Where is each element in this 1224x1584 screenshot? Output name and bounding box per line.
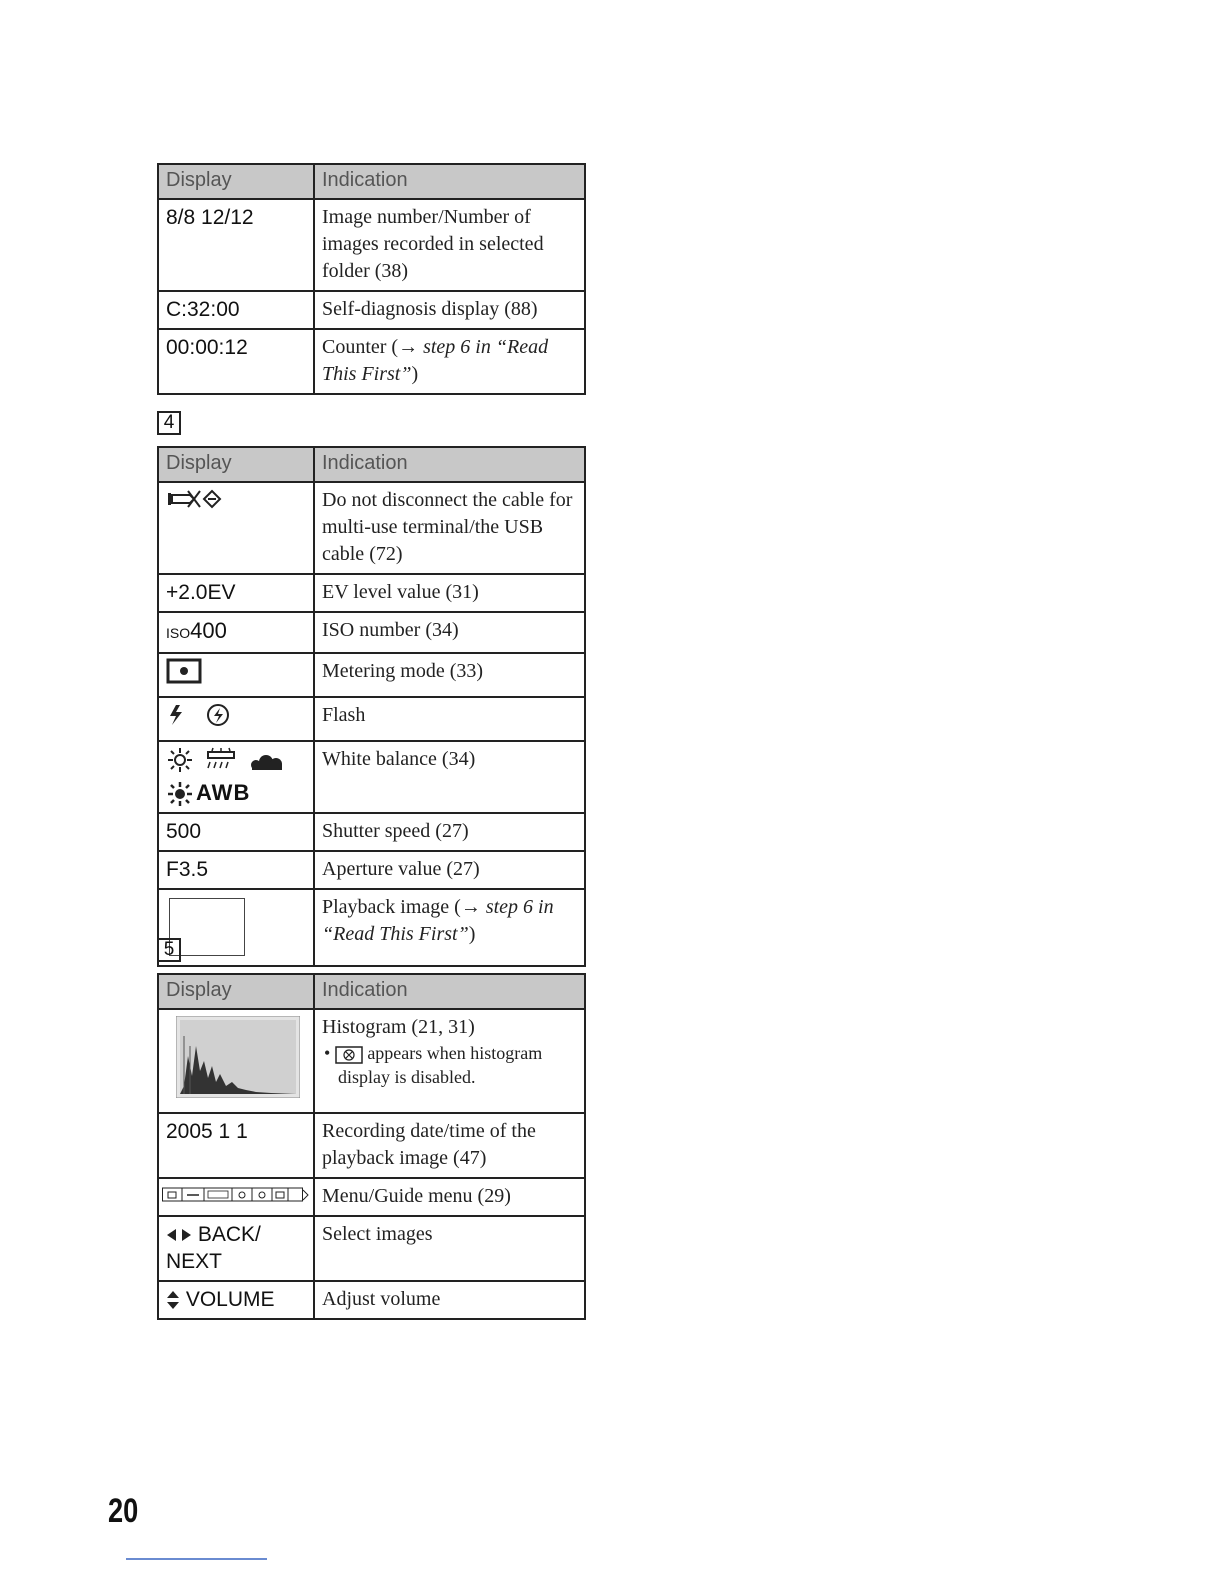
table-row	[158, 1178, 585, 1216]
white-balance-icons	[166, 746, 296, 776]
histogram-note: • appears when histogram display is disabled.	[324, 1043, 543, 1087]
display-cell: 00:00:12	[158, 329, 314, 394]
indication-cell: Do not disconnect the cable for multi-use terminal/the USB cable (72)	[314, 482, 585, 574]
table-row	[158, 199, 585, 291]
table-row	[158, 889, 585, 966]
indication-cell: Aperture value (27)	[314, 851, 585, 889]
table-row	[158, 653, 585, 697]
menu-guide-strip	[162, 1187, 310, 1203]
indication-cell: Recording date/time of the playback image (47)	[314, 1113, 585, 1178]
table-row	[158, 1281, 585, 1319]
table-row	[158, 329, 585, 394]
table-row	[158, 1113, 585, 1178]
indication-cell: Adjust volume	[314, 1281, 585, 1319]
table-row	[158, 612, 585, 653]
section-number-4: 4	[157, 411, 181, 435]
display-table-section-5	[157, 973, 586, 1320]
indication-cell: ISO number (34)	[314, 612, 585, 653]
indication-cell: White balance (34)	[314, 741, 585, 813]
indication-cell: Counter (→ step 6 in “Read This First”)	[314, 329, 585, 394]
display-table-top	[157, 163, 586, 395]
table-row	[158, 574, 585, 612]
page-number: 20	[108, 1492, 139, 1530]
table-row	[158, 813, 585, 851]
histogram-disabled-icon	[335, 1046, 363, 1064]
display-cell: 8/8 12/12	[158, 199, 314, 291]
indication-cell: Histogram (21, 31)	[322, 1016, 475, 1038]
sunny-icon	[166, 781, 196, 807]
indication-cell: EV level value (31)	[314, 574, 585, 612]
histogram-thumbnail	[176, 1016, 300, 1098]
header-display: Display	[158, 447, 314, 482]
display-cell: +2.0EV	[158, 574, 314, 612]
header-indication: Indication	[314, 164, 585, 199]
indication-cell: Flash	[314, 697, 585, 741]
table-row	[158, 851, 585, 889]
indication-cell: Playback image (→ step 6 in “Read This First”)	[314, 889, 585, 966]
table-row	[158, 1009, 585, 1113]
header-display: Display	[158, 164, 314, 199]
spot-metering-icon	[166, 658, 202, 684]
section-number-5: 5	[157, 938, 181, 962]
flash-icon	[166, 702, 236, 728]
iso-display: ISO400	[166, 618, 227, 643]
awb-label: AWB	[196, 780, 251, 805]
back-next-label: BACK/ NEXT	[166, 1223, 261, 1273]
indication-cell: Select images	[314, 1216, 585, 1281]
indication-cell: Image number/Number of images recorded in selected folder (38)	[314, 199, 585, 291]
indication-cell: Metering mode (33)	[314, 653, 585, 697]
table-row	[158, 1216, 585, 1281]
header-indication: Indication	[314, 447, 585, 482]
volume-label: VOLUME	[185, 1288, 275, 1311]
left-right-arrows-icon	[166, 1228, 192, 1242]
indication-cell: Self-diagnosis display (88)	[314, 291, 585, 329]
table-row	[158, 741, 585, 813]
header-indication: Indication	[314, 974, 585, 1009]
display-cell: 2005 1 1	[158, 1113, 314, 1178]
up-down-arrows-icon	[166, 1290, 180, 1310]
display-cell: 500	[158, 813, 314, 851]
table-row	[158, 482, 585, 574]
table-row	[158, 291, 585, 329]
footer-rule	[126, 1558, 267, 1560]
header-display: Display	[158, 974, 314, 1009]
display-table-section-4	[157, 446, 586, 967]
disconnect-cable-icon	[166, 487, 226, 511]
display-cell: C:32:00	[158, 291, 314, 329]
table-row	[158, 697, 585, 741]
display-cell: F3.5	[158, 851, 314, 889]
indication-cell: Shutter speed (27)	[314, 813, 585, 851]
indication-cell: Menu/Guide menu (29)	[314, 1178, 585, 1216]
